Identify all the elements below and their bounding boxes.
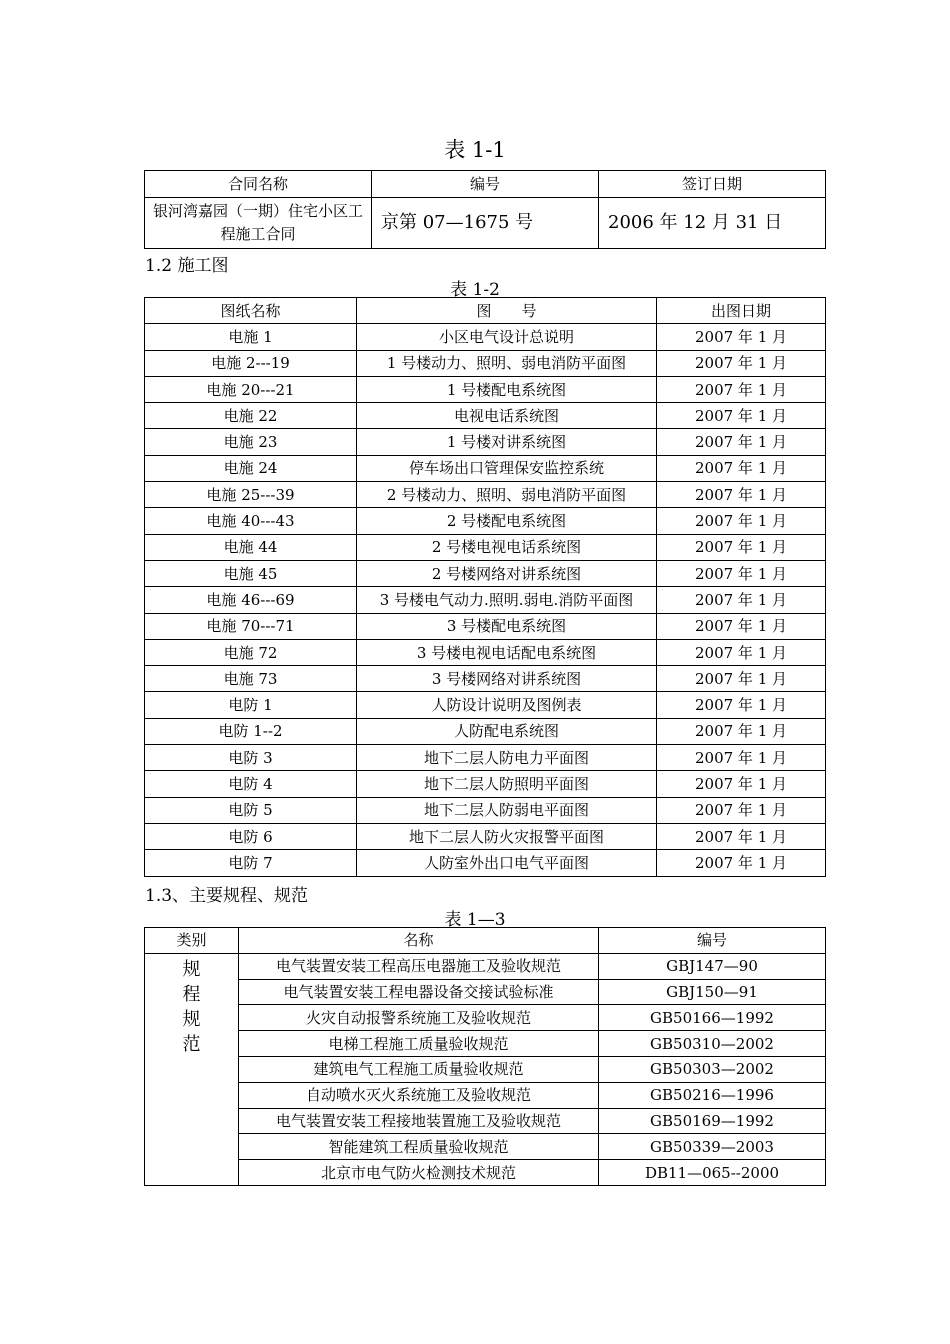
- table-row: [145, 560, 826, 586]
- drawing-number-cell: 1 号楼配电系统图: [357, 376, 657, 402]
- table-row: [145, 850, 826, 876]
- drawing-date-cell: 2007 年 1 月: [657, 850, 826, 876]
- regulation-number-cell: GBJ150—91: [599, 979, 826, 1005]
- table-row: [145, 1134, 826, 1160]
- table-row: [145, 797, 826, 823]
- drawing-name-cell: 电施 2---19: [145, 350, 357, 376]
- regulations-header-number: 编号: [599, 928, 826, 954]
- drawing-number-cell: 2 号楼动力、照明、弱电消防平面图: [357, 482, 657, 508]
- drawing-name-cell: 电施 24: [145, 455, 357, 481]
- drawing-date-cell: 2007 年 1 月: [657, 350, 826, 376]
- drawing-name-cell: 电施 1: [145, 324, 357, 350]
- section-construction-drawings: 1.2 施工图: [145, 256, 229, 276]
- regulation-name-cell: 电气装置安装工程电器设备交接试验标准: [239, 979, 599, 1005]
- drawing-date-cell: 2007 年 1 月: [657, 639, 826, 665]
- table-row: [145, 979, 826, 1005]
- drawing-name-cell: 电施 25---39: [145, 482, 357, 508]
- table-row: [145, 429, 826, 455]
- drawing-name-cell: 电防 7: [145, 850, 357, 876]
- regulations-header-name: 名称: [239, 928, 599, 954]
- table3-caption: 表 1—3: [444, 910, 506, 930]
- drawing-date-cell: 2007 年 1 月: [657, 666, 826, 692]
- table-row: [145, 403, 826, 429]
- table-row: [145, 1031, 826, 1057]
- regulation-number-cell: GB50303—2002: [599, 1056, 826, 1082]
- category-char: 范: [182, 1033, 201, 1055]
- drawing-number-cell: 小区电气设计总说明: [357, 324, 657, 350]
- table-row: [145, 376, 826, 402]
- drawing-date-cell: 2007 年 1 月: [657, 718, 826, 744]
- table-row: [145, 666, 826, 692]
- drawing-number-cell: 1 号楼动力、照明、弱电消防平面图: [357, 350, 657, 376]
- table-row: [145, 639, 826, 665]
- drawing-date-cell: 2007 年 1 月: [657, 508, 826, 534]
- table-row: [145, 692, 826, 718]
- contract-date: 2006 年 12 月 31 日: [599, 198, 826, 249]
- drawing-number-cell: 地下二层人防弱电平面图: [357, 797, 657, 823]
- regulation-number-cell: GB50169—1992: [599, 1108, 826, 1134]
- drawing-name-cell: 电防 4: [145, 771, 357, 797]
- drawing-number-cell: 地下二层人防电力平面图: [357, 745, 657, 771]
- drawing-name-cell: 电施 44: [145, 534, 357, 560]
- table-row: [145, 745, 826, 771]
- drawing-number-cell: 2 号楼网络对讲系统图: [357, 560, 657, 586]
- regulations-table: [144, 927, 826, 1186]
- regulation-name-cell: 火灾自动报警系统施工及验收规范: [239, 1005, 599, 1031]
- regulation-name-cell: 北京市电气防火检测技术规范: [239, 1160, 599, 1186]
- table-row: [145, 1082, 826, 1108]
- table-row: [145, 771, 826, 797]
- drawing-date-cell: 2007 年 1 月: [657, 587, 826, 613]
- drawings-header-date: 出图日期: [657, 298, 826, 324]
- drawing-number-cell: 1 号楼对讲系统图: [357, 429, 657, 455]
- regulation-number-cell: GBJ147—90: [599, 953, 826, 979]
- drawing-number-cell: 人防配电系统图: [357, 718, 657, 744]
- table-row: [145, 718, 826, 744]
- drawings-header-name: 图纸名称: [145, 298, 357, 324]
- drawing-date-cell: 2007 年 1 月: [657, 692, 826, 718]
- drawings-table: [144, 297, 826, 877]
- regulation-category-cell: [145, 953, 239, 1185]
- regulation-number-cell: GB50216—1996: [599, 1082, 826, 1108]
- drawing-name-cell: 电施 22: [145, 403, 357, 429]
- drawing-name-cell: 电防 1: [145, 692, 357, 718]
- table-row: [145, 1005, 826, 1031]
- regulation-name-cell: 智能建筑工程质量验收规范: [239, 1134, 599, 1160]
- drawing-date-cell: 2007 年 1 月: [657, 429, 826, 455]
- drawing-name-cell: 电防 1--2: [145, 718, 357, 744]
- table-row: [145, 1160, 826, 1186]
- drawing-date-cell: 2007 年 1 月: [657, 482, 826, 508]
- contract-table: [144, 170, 826, 249]
- drawing-date-cell: 2007 年 1 月: [657, 376, 826, 402]
- table-row: [145, 455, 826, 481]
- contract-name: 银河湾嘉园（一期）住宅小区工程施工合同: [145, 198, 372, 249]
- contract-number: 京第 07—1675 号: [372, 198, 599, 249]
- drawing-date-cell: 2007 年 1 月: [657, 745, 826, 771]
- category-char: 程: [182, 983, 201, 1005]
- regulation-name-cell: 建筑电气工程施工质量验收规范: [239, 1056, 599, 1082]
- drawing-number-cell: 地下二层人防照明平面图: [357, 771, 657, 797]
- drawing-number-cell: 3 号楼配电系统图: [357, 613, 657, 639]
- drawing-name-cell: 电防 6: [145, 823, 357, 849]
- regulation-name-cell: 电梯工程施工质量验收规范: [239, 1031, 599, 1057]
- table-row: [145, 482, 826, 508]
- table-row: [145, 587, 826, 613]
- regulation-name-cell: 电气装置安装工程高压电器施工及验收规范: [239, 953, 599, 979]
- table-row: [145, 953, 826, 979]
- drawing-number-cell: 3 号楼电视电话配电系统图: [357, 639, 657, 665]
- table-row: [145, 324, 826, 350]
- table-row: [145, 823, 826, 849]
- drawing-name-cell: 电施 46---69: [145, 587, 357, 613]
- category-char: 规: [182, 1008, 201, 1030]
- section-regulations: 1.3、主要规程、规范: [145, 886, 309, 906]
- table2-caption: 表 1-2: [450, 280, 500, 300]
- drawing-number-cell: 人防设计说明及图例表: [357, 692, 657, 718]
- table1-caption: 表 1-1: [444, 138, 506, 162]
- drawing-date-cell: 2007 年 1 月: [657, 613, 826, 639]
- table-row: [145, 534, 826, 560]
- drawing-date-cell: 2007 年 1 月: [657, 534, 826, 560]
- drawing-name-cell: 电施 70---71: [145, 613, 357, 639]
- drawing-name-cell: 电防 3: [145, 745, 357, 771]
- regulation-number-cell: GB50310—2002: [599, 1031, 826, 1057]
- contract-header-name: 合同名称: [145, 171, 372, 198]
- table-row: [145, 350, 826, 376]
- drawing-number-cell: 地下二层人防火灾报警平面图: [357, 823, 657, 849]
- drawing-name-cell: 电施 45: [145, 560, 357, 586]
- drawing-number-cell: 3 号楼电气动力.照明.弱电.消防平面图: [357, 587, 657, 613]
- drawing-name-cell: 电施 40---43: [145, 508, 357, 534]
- regulation-name-cell: 电气装置安装工程接地装置施工及验收规范: [239, 1108, 599, 1134]
- table-row: [145, 508, 826, 534]
- drawing-date-cell: 2007 年 1 月: [657, 324, 826, 350]
- drawing-number-cell: 3 号楼网络对讲系统图: [357, 666, 657, 692]
- drawing-name-cell: 电施 73: [145, 666, 357, 692]
- drawing-date-cell: 2007 年 1 月: [657, 823, 826, 849]
- table-row: [145, 1108, 826, 1134]
- drawing-date-cell: 2007 年 1 月: [657, 560, 826, 586]
- drawing-number-cell: 2 号楼配电系统图: [357, 508, 657, 534]
- drawing-name-cell: 电施 20---21: [145, 376, 357, 402]
- drawing-number-cell: 2 号楼电视电话系统图: [357, 534, 657, 560]
- drawing-name-cell: 电施 72: [145, 639, 357, 665]
- regulation-number-cell: DB11—065--2000: [599, 1160, 826, 1186]
- category-char: 规: [182, 958, 201, 980]
- table-row: [145, 1056, 826, 1082]
- drawing-number-cell: 停车场出口管理保安监控系统: [357, 455, 657, 481]
- drawing-name-cell: 电防 5: [145, 797, 357, 823]
- drawing-date-cell: 2007 年 1 月: [657, 797, 826, 823]
- drawings-header-number: 图 号: [357, 298, 657, 324]
- regulations-header-category: 类别: [145, 928, 239, 954]
- drawing-date-cell: 2007 年 1 月: [657, 403, 826, 429]
- regulation-number-cell: GB50166—1992: [599, 1005, 826, 1031]
- table-row: [145, 613, 826, 639]
- drawing-date-cell: 2007 年 1 月: [657, 455, 826, 481]
- contract-header-date: 签订日期: [599, 171, 826, 198]
- regulation-number-cell: GB50339—2003: [599, 1134, 826, 1160]
- drawing-date-cell: 2007 年 1 月: [657, 771, 826, 797]
- drawing-number-cell: 人防室外出口电气平面图: [357, 850, 657, 876]
- regulation-name-cell: 自动喷水灭火系统施工及验收规范: [239, 1082, 599, 1108]
- contract-header-number: 编号: [372, 171, 599, 198]
- drawing-name-cell: 电施 23: [145, 429, 357, 455]
- drawing-number-cell: 电视电话系统图: [357, 403, 657, 429]
